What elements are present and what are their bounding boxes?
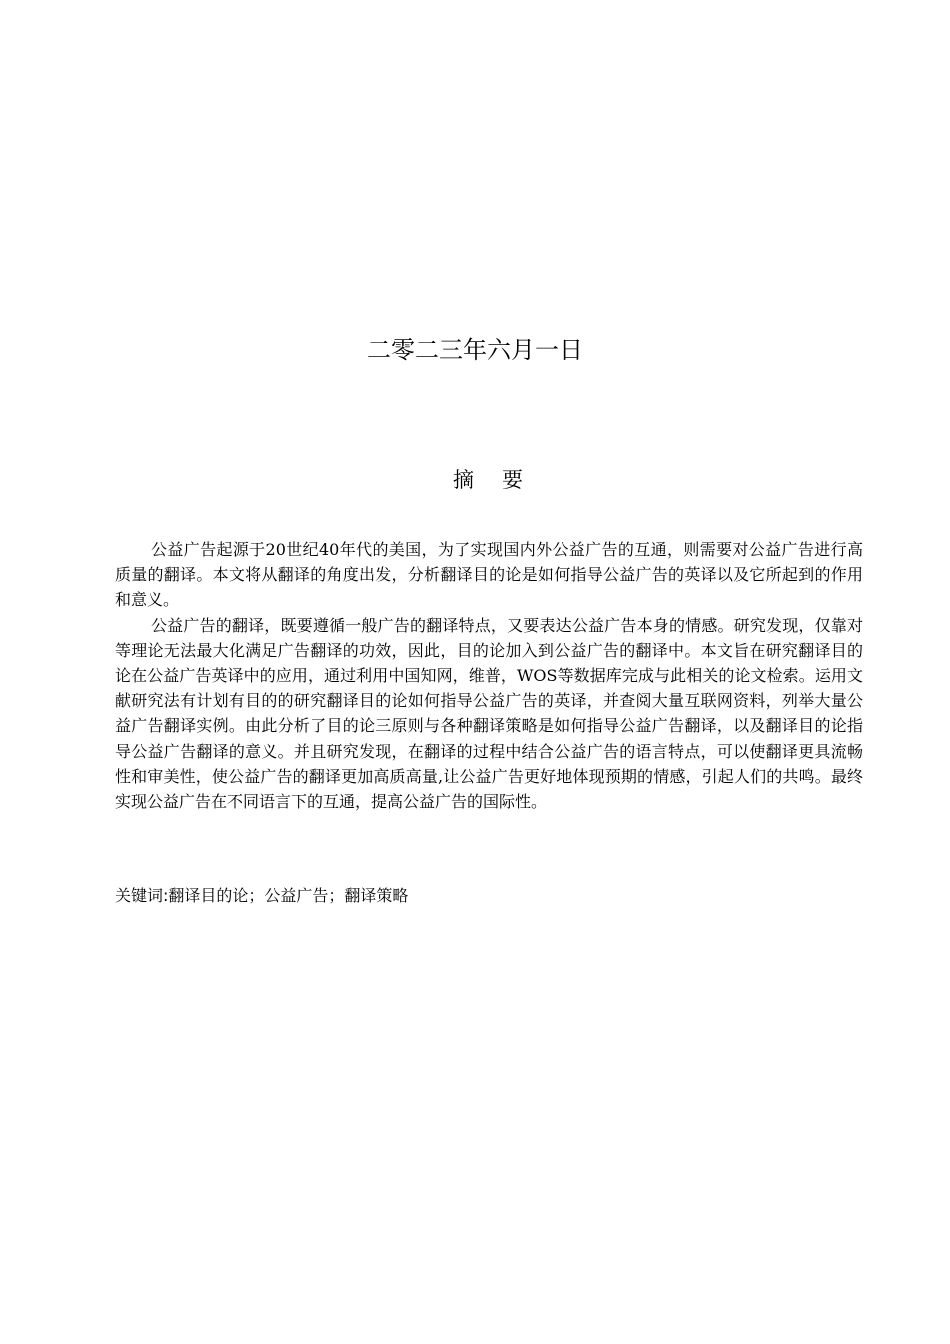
abstract-heading-char-1: 摘 bbox=[453, 468, 474, 492]
abstract-body bbox=[115, 537, 863, 814]
keywords-line bbox=[115, 884, 863, 908]
abstract-paragraph-2: 公益广告的翻译，既要遵循一般广告的翻译特点，又要表达公益广告本身的情感。研究发现，仅靠对等理论无法最大化满足广告翻译的功效，因此，目的论加入到公益广告的翻译中。本文旨在研究翻译目的论在公益广告英译中的应用，通过利用中国知网，维普，WOS等数据库完成与此相关的论文检索。运用文献研究法有计划有目的的研究翻译目的论如何指导公益广告的英译，并查阅大量互联网资料，列举大量公益广告翻译实例。由此分析了目的论三原则与各种翻译策略是如何指导公益广告翻译，以及翻译目的论指导公益广告翻译的意义。并且研究发现，在翻译的过程中结合公益广告的语言特点，可以使翻译更具流畅性和审美性，使公益广告的翻译更加高质高量,让公益广告更好地体现预期的情感，引起人们的共鸣。最终实现公益广告在不同语言下的互通，提高公益广告的国际性。 bbox=[115, 615, 863, 812]
date-line: 二零二三年六月一日 bbox=[367, 336, 583, 364]
keywords-label: 关键词: bbox=[115, 886, 169, 905]
abstract-heading-char-2: 要 bbox=[502, 468, 523, 492]
abstract-paragraph-1: 公益广告起源于20世纪40年代的美国，为了实现国内外公益广告的互通，则需要对公益广告进行高质量的翻译。本文将从翻译的角度出发，分析翻译目的论是如何指导公益广告的英译以及它所起到的作用和意义。 bbox=[115, 540, 863, 610]
keywords-text: 翻译目的论；公益广告；翻译策略 bbox=[168, 886, 409, 905]
abstract-heading bbox=[0, 465, 950, 495]
